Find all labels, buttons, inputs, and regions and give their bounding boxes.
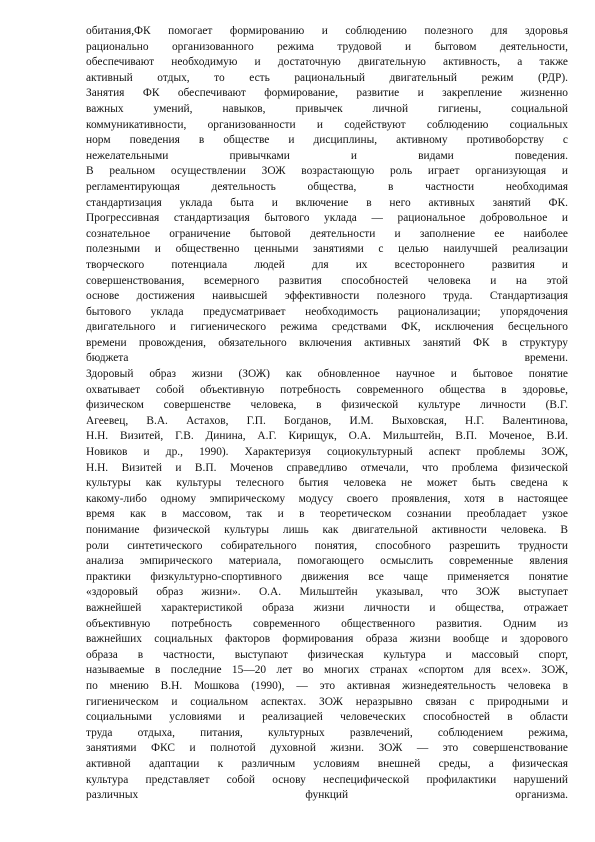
text-line: регламентирующая деятельность общества, в частности необходимая: [86, 180, 568, 193]
text-line: Н.Н. Визитей, Г.В. Динина, А.Г. Кирищук, О.А. Мильштейн, В.П. Моченое, В.И.: [86, 430, 568, 443]
text-line: обитания,ФК помогает формированию и соблюдению полезного для здоровья: [86, 25, 568, 37]
text-line: бытового уклада предусматривает необходимость рационализации; упорядочения: [86, 305, 568, 318]
text-line: по мнению В.Н. Мошкова (1990), — это активная жизнедеятельность человека в: [86, 679, 568, 692]
text-line: образа в частности, выступают физическая культура и массовый спорт,: [86, 648, 568, 661]
text-line: социальными условиями и реализацией человеческих способностей в области: [86, 711, 568, 724]
text-line: важнейшей характеристикой образа жизни личности и общества, отражает: [86, 601, 568, 614]
text-line: Здоровый образ жизни (ЗОЖ) как обновленное научное и бытовое понятие: [86, 368, 568, 381]
text-line: активный отдых, то есть рациональный двигательный режим (РДР).: [86, 71, 568, 84]
text-line: физическом совершенстве человека, в физической культуре личности (В.Г.: [86, 399, 568, 412]
text-line: рационально организованного режима трудовой и бытовом деятельности,: [86, 40, 568, 53]
text-line: важных умений, навыков, привычек личной гигиены, социальной: [86, 102, 568, 115]
text-line: бюджета времени.: [86, 352, 568, 365]
text-line: сознательное ограничение бытовой деятельности и заполнение ее наиболее: [86, 227, 568, 240]
text-line: культуры как культуры телесного бытия человека не может быть сведена к: [86, 477, 568, 490]
text-line: активной адаптации к различным условиям внешней среды, а физическая: [86, 757, 568, 770]
text-line: Прогрессивная стандартизация бытового уклада — рациональное добровольное и: [86, 212, 568, 225]
body-text: [86, 24, 568, 804]
text-line: роли синтетического собирательного понятия, способного разрешить трудности: [86, 539, 568, 552]
text-line: практики физкультурно-спортивного движения все чаще применяется понятие: [86, 570, 568, 583]
text-line: «здоровый образ жизни». О.А. Мильштейн указывал, что ЗОЖ выступает: [86, 586, 568, 599]
text-line: норм поведения в обществе и дисциплины, активному противоборству с: [86, 134, 568, 147]
text-line: Н.Н. Визитей и В.П. Моченов справедливо отмечали, что проблема физической: [86, 461, 568, 474]
text-line: объективную потребность современного общественного развития. Одним из: [86, 617, 568, 630]
text-line: гигиеническом и социальном аспектах. ЗОЖ неразрывно связан с природными и: [86, 695, 568, 708]
text-line: охватывает собой объективную потребность современного общества в здоровье,: [86, 383, 568, 396]
text-line: двигательного и гигиенического режима средствами ФК, исключения бесцельного: [86, 321, 568, 334]
text-line: время как в массовом, так и в теоретическом сознании преобладает узкое: [86, 508, 568, 521]
text-line: называемые в последние 15—20 лет во многих странах «спортом для всех». ЗОЖ,: [86, 664, 568, 677]
text-line: стандартизация уклада быта и включение в него активных занятий ФК.: [86, 196, 568, 209]
text-line: анализа эмпирического материала, помогающего осмыслить современные явления: [86, 555, 568, 568]
text-line: важнейших социальных факторов формирования образа жизни вообще и здорового: [86, 633, 568, 646]
text-line: труда отдыха, питания, культурных развлечений, соблюдением режима,: [86, 726, 568, 739]
text-line: В реальном осуществлении ЗОЖ возрастающую роль играет организующая и: [86, 165, 568, 178]
text-line: полезными и общественно ценными занятиями с целью наилучшей реализации: [86, 243, 568, 256]
text-line: коммуникативности, организованности и содействуют соблюдению социальных: [86, 118, 568, 131]
text-line: обеспечивают необходимую и достаточную двигательную активность, а также: [86, 56, 568, 69]
text-line: совершенствования, всемерного развития способностей человека и на этой: [86, 274, 568, 287]
text-line: понимание физической культуры лишь как двигательной активности человека. В: [86, 524, 568, 536]
text-line: творческого потенциала людей для их всестороннего развития и: [86, 258, 568, 271]
text-line: занятиями ФКС и полнотой духовной жизни. ЗОЖ — это совершенствование: [86, 742, 568, 755]
text-line: Новиков и др., 1990). Характеризуя социокультурный аспект проблемы ЗОЖ,: [86, 446, 568, 459]
text-line: основе достижения наивысшей эффективности полезного труда. Стандартизация: [86, 290, 568, 303]
text-line: культура представляет собой основу неспецифической профилактики нарушений: [86, 773, 568, 786]
text-line: времени провождения, обязательного включения активных занятий ФК в структуру: [86, 336, 568, 349]
text-line: какому-либо одному эмпирическому модусу своего проявления, хотя в настоящее: [86, 492, 568, 505]
text-line: Занятия ФК обеспечивают формирование, развитие и закрепление жизненно: [86, 87, 568, 100]
text-line: Агеевец, В.А. Астахов, Г.П. Богданов, И.М. Выховская, Н.Г. Валентинова,: [86, 414, 568, 427]
text-line: нежелательными привычками и видами поведения.: [86, 149, 568, 162]
text-line: различных функций организма.: [86, 789, 568, 802]
